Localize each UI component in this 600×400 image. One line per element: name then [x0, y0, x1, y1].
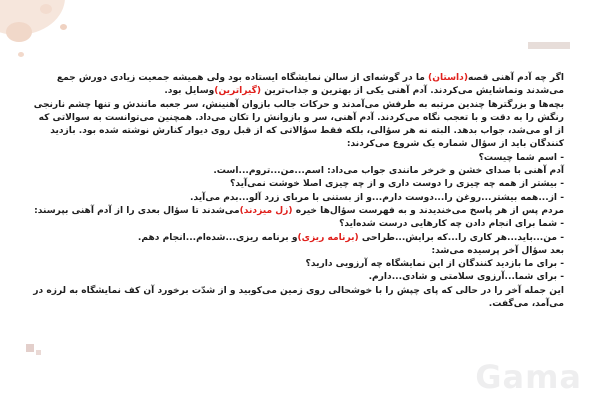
text-run: می‌شدند تا سؤال بعدی را از آدم آهنی بپرسند:: [34, 205, 240, 216]
highlighted-word: (زل میزدند): [239, 205, 293, 216]
story-paragraph: [28, 178, 564, 191]
watermark-logo: Gama: [475, 358, 582, 396]
text-run: و برنامه ریزی...شده‌ام...انجام دهم.: [137, 232, 298, 243]
decorative-blob: [18, 52, 24, 57]
text-run: - من...باید...هر کاری را...که برایش...طراحی: [358, 232, 564, 243]
text-run: - برای ما بازدید کنندگان از این نمایشگاه چه آرزویی دارید؟: [305, 259, 564, 270]
story-paragraph: [28, 245, 564, 258]
decorative-bar: [528, 42, 570, 49]
story-paragraph: [28, 285, 564, 312]
text-run: - از...همه بیشتر...روغن را...دوست دارم...و از بستنی با مربای زرد آلو...بدم می‌آید.: [190, 192, 564, 203]
text-run: - اسم شما چیست؟: [478, 152, 564, 163]
decorative-blob: [6, 22, 32, 42]
story-paragraph: [28, 72, 564, 99]
text-run: اگر چه آدم آهنی قصه: [467, 73, 564, 83]
text-run: - بیشتر از همه چه چیزی را دوست داری و از چه چیزی اصلا خوشت نمی‌آید؟: [230, 179, 564, 190]
text-run: - برای شما...آرزوی سلامتی و شادی...دارم.: [368, 272, 564, 283]
story-paragraph: [28, 205, 564, 218]
decorative-blob: [40, 4, 52, 14]
decorative-square: [26, 344, 34, 352]
text-run: ما در گوشه‌ای از سالن نمایشگاه ایستاده بود ولی همیشه جمعیت زیادی دورش جمع می‌شدند وتماشایش می‌کردند. آدم آهنی یکی از بهترین و جذاب‌ترین: [56, 73, 564, 97]
decorative-blob: [60, 24, 67, 30]
story-paragraph: [28, 232, 564, 245]
text-run: وسایل بود.: [164, 86, 215, 97]
story-paragraph: [28, 218, 564, 231]
story-paragraph: [28, 165, 564, 178]
decorative-square: [36, 350, 41, 355]
text-run: بچه‌ها و بزرگترها چندین مرتبه به طرفش می‌آمدند و حرکات جالب بازوان آهنینش، سر جعبه مانندش و تنها چشم نارنجی رنگش را به دقت و با تعجب نگاه می‌کردند. آدم آهنی، سر و بازوانش را تکان می‌داد. همچنین می‌توانست به سوالاتی که از او می‌شد، جواب بدهد. البته نه هر سؤالی، بلکه فقط سؤالاتی که از قبل روی دیوار کنارش نوشته شده بود. بازدید کنندگان باید از سؤال شماره یک شروع می‌کردند:: [33, 99, 564, 150]
story-paragraph: [28, 99, 564, 152]
story-paragraph: [28, 271, 564, 284]
text-run: این جمله آخر را در حالی که پای چپش را با خوشحالی روی زمین می‌کوبید و از شدّت برخورد آن کف نمایشگاه به لرزه در می‌آمد، می‌گفت.: [33, 285, 564, 310]
highlighted-word: (داستان): [428, 73, 468, 83]
story-text: [28, 72, 564, 311]
story-paragraph: [28, 192, 564, 205]
text-run: بعد سؤال آخر پرسیده می‌شد:: [431, 245, 564, 256]
highlighted-word: (گیراترین): [214, 86, 262, 97]
highlighted-word: (برنامه ریزی): [297, 232, 359, 243]
story-paragraph: [28, 258, 564, 271]
story-paragraph: [28, 152, 564, 165]
text-run: آدم آهنی با صدای خشن و خرخر مانندی جواب می‌داد: اسم...من...تروم...است.: [213, 166, 564, 177]
text-run: - شما برای انجام دادن چه کارهایی درست شده‌اید؟: [339, 219, 564, 230]
text-run: مردم پس از هر پاسخ می‌خندیدند و به فهرست سؤال‌ها خیره: [292, 205, 564, 216]
